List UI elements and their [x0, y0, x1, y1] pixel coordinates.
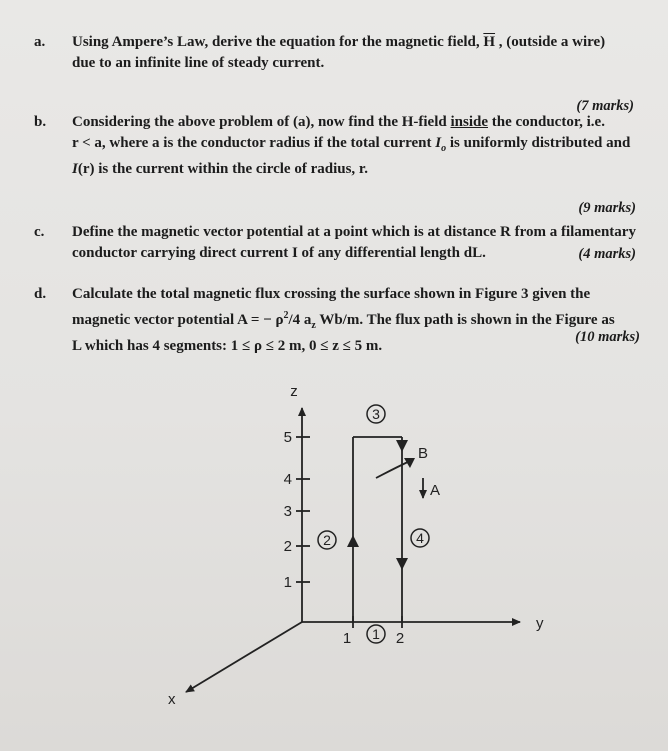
- segment-4-arrowhead: [396, 558, 408, 570]
- question-letter: a.: [34, 34, 46, 50]
- z-tick-label: 5: [283, 429, 292, 446]
- current-symbol: I: [72, 161, 78, 177]
- question-b-line1: Considering the above problem of (a), now find the H-field: [72, 114, 451, 130]
- question-a-line2: due to an infinite line of steady current.: [72, 55, 325, 71]
- segment-label: 2: [323, 532, 331, 548]
- segment-label: 3: [372, 406, 380, 422]
- z-tick-label: 1: [283, 574, 292, 591]
- segment-label: 1: [372, 626, 380, 642]
- exponent: 2: [283, 310, 289, 321]
- question-c-line1: Define the magnetic vector potential at a point which is at distance R from a filamentary: [72, 224, 636, 240]
- y-tick-label: 1: [342, 630, 352, 647]
- unit-vector-subscript: z: [311, 320, 316, 331]
- question-b-line2-post: is uniformly distributed and: [446, 135, 631, 151]
- question-a-line1-post: , (outside a wire): [495, 34, 606, 50]
- question-letter: c.: [34, 224, 45, 240]
- z-tick-label: 2: [283, 538, 292, 555]
- segment-label: 4: [416, 530, 424, 546]
- question-letter: b.: [34, 114, 47, 130]
- question-letter: d.: [34, 286, 47, 302]
- question-d-line2-post: Wb/m. The flux path is shown in the Figure as: [315, 312, 615, 328]
- point-a-label: A: [430, 482, 441, 499]
- inside-underlined: inside: [450, 114, 488, 130]
- x-axis: [186, 622, 302, 692]
- y-axis-label: y: [536, 615, 544, 632]
- x-axis-label: x: [168, 691, 176, 708]
- current-symbol: I: [435, 135, 442, 151]
- segment-2-arrowhead: [347, 535, 359, 547]
- z-tick-label: 4: [283, 471, 292, 488]
- question-a-line1: Using Ampere’s Law, derive the equation for the magnetic field,: [72, 34, 484, 50]
- marks-label: (10 marks): [575, 329, 640, 345]
- marks-label: (9 marks): [578, 200, 636, 216]
- z-tick-label: 3: [283, 503, 292, 520]
- h-vector-symbol: $\overline{H}$: [483, 34, 496, 50]
- current-subscript: o: [441, 143, 447, 154]
- question-d-line2-mid: /4 a: [288, 312, 312, 328]
- marks-label: (7 marks): [576, 98, 634, 114]
- question-b-line3: (r) is the current within the circle of radius, r.: [77, 161, 368, 177]
- point-b-label: B: [418, 445, 429, 462]
- z-axis-label: z: [290, 383, 298, 400]
- question-d-line1: Calculate the total magnetic flux crossing the surface shown in Figure 3 given the: [72, 286, 591, 302]
- marks-label: (4 marks): [578, 246, 636, 262]
- question-b-line2: r < a, where a is the conductor radius if the total current: [72, 135, 436, 151]
- point-b-curve: [376, 460, 412, 478]
- question-b-line1-post: the conductor, i.e.: [488, 114, 605, 130]
- segment-3-arrowhead: [396, 440, 408, 452]
- question-d-line2: magnetic vector potential A = − ρ: [72, 312, 284, 328]
- question-d-line3: L which has 4 segments: 1 ≤ ρ ≤ 2 m, 0 ≤ z ≤ 5 m.: [72, 338, 383, 354]
- y-tick-label: 2: [395, 630, 405, 647]
- question-c-line2: conductor carrying direct current I of any differential length dL.: [72, 245, 486, 261]
